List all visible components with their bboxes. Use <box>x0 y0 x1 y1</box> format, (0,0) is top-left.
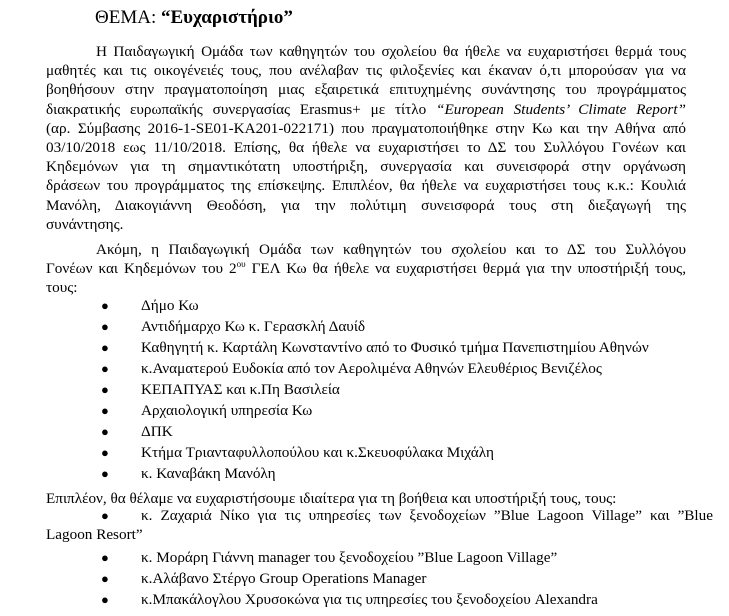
subject-prefix: ΘΕΜΑ: <box>95 7 161 28</box>
list-item <box>0 295 729 316</box>
list-item <box>0 505 729 547</box>
list-item <box>0 358 729 379</box>
paragraph-line-text: διακρατικής ευρωπαϊκής συνεργασίας Erasmus+ με τίτλο <box>46 100 437 118</box>
paragraph-line: Ακόμη, η Παιδαγωγική Ομάδα των καθηγητών του σχολείου και το ΔΣ του Συλλόγου <box>96 241 686 258</box>
supporters-list <box>0 295 729 484</box>
bullet-icon: ● <box>101 424 109 439</box>
list-item <box>0 589 729 610</box>
list-item-text: Αντιδήμαρχο Κω κ. Γερασκλή Δαυίδ <box>141 318 366 335</box>
paragraph-thanks-intro <box>46 42 686 234</box>
special-thanks-list <box>0 505 729 610</box>
paragraph-line: (αρ. Σύμβασης 2016-1-SE01-KA201-022171) που πραγματοποιήθηκε στην Κω και την Αθήνα από <box>46 119 686 137</box>
subject-line <box>95 6 293 30</box>
bullet-icon: ● <box>101 508 109 523</box>
bullet-icon: ● <box>101 361 109 376</box>
bullet-icon: ● <box>101 340 109 355</box>
paragraph-line: 03/10/2018 εως 11/10/2018. Επίσης, θα ήθελε να ευχαριστήσει το ΔΣ του Συλλόγου Γονέων και <box>46 138 686 156</box>
bullet-icon: ● <box>101 466 109 481</box>
list-item-text: Αρχαιολογική υπηρεσία Κω <box>141 402 313 419</box>
project-title: “European Students’ Climate Report” <box>436 100 687 118</box>
paragraph-line <box>46 100 686 119</box>
subject-title: “Ευχαριστήριο” <box>160 7 293 28</box>
list-item <box>0 379 729 400</box>
list-item-text: Κτήμα Τριανταφυλλοπούλου και κ.Σκευοφύλακα Μιχάλη <box>141 444 494 461</box>
paragraph-thanks-support <box>46 240 686 298</box>
paragraph-line: Επιπλέον, θα θέλαμε να ευχαριστήσουμε ιδιαίτερα για τη βοήθεια και υποστήριξή τους, τους: <box>46 490 617 507</box>
paragraph-line: συνάντησης. <box>46 215 124 233</box>
list-item-text: Καθηγητή κ. Καρτάλη Κωνσταντίνο από το Φυσικό τμήμα Πανεπιστημίου Αθηνών <box>141 339 649 356</box>
list-item-continuation: Lagoon Resort” <box>46 526 143 543</box>
bullet-icon: ● <box>101 403 109 418</box>
list-item <box>0 568 729 589</box>
list-item-text: Δήμο Κω <box>141 297 199 314</box>
paragraph-line: Κηδεμόνων για τη σημαντικότατη υποστήριξη, συνεργασία και συνεισφορά στην οργάνωση <box>46 158 686 176</box>
list-item-text: ΚΕΠΑΠΥΑΣ και κ.Πη Βασιλεία <box>141 381 340 398</box>
bullet-icon: ● <box>101 445 109 460</box>
list-item <box>0 547 729 568</box>
list-item-text: κ.Μπακάλογλου Χρυσοκώνα για τις υπηρεσίες του ξενοδοχείου Alexandra <box>141 591 598 608</box>
list-item <box>0 421 729 442</box>
ordinal-superscript: ου <box>236 259 246 270</box>
bullet-icon: ● <box>101 382 109 397</box>
list-item-text: κ. Ζαχαριά Νίκο για τις υπηρεσίες των ξενοδοχείων ”Blue Lagoon Village” και ”Blue <box>141 507 713 524</box>
bullet-icon: ● <box>101 319 109 334</box>
paragraph-line: τους: <box>46 279 78 297</box>
list-item-text: κ. Καναβάκη Μανόλη <box>141 465 276 482</box>
list-item-text: ΔΠΚ <box>141 423 173 440</box>
list-item <box>0 463 729 484</box>
bullet-icon: ● <box>101 298 109 313</box>
paragraph-line: βοηθήσουν στην πραγματοποίηση μιας εξαιρετικά επιτυχημένης συνάντησης του προγράμματος <box>46 81 686 99</box>
paragraph-line: Η Παιδαγωγική Ομάδα των καθηγητών του σχολείου θα ήθελε να ευχαριστήσει θερμά τους <box>96 43 686 60</box>
list-item <box>0 316 729 337</box>
paragraph-line-text: Γονέων και Κηδεμόνων του 2 <box>46 260 237 278</box>
paragraph-line <box>46 259 686 278</box>
paragraph-line: Μανόλη, Διακογιάννη Θεοδόση, για την πολύτιμη συνεισφορά τους στη διεξαγωγή της <box>46 196 686 214</box>
paragraph-line-text: ΓΕΛ Κω θα ήθελε να ευχαριστήσει θερμά για την υποστήριξή τους, <box>245 260 686 278</box>
list-item <box>0 337 729 358</box>
paragraph-line: μαθητές και τις οικογένειές τους, που ανέλαβαν τις φιλοξενίες και έκαναν ό,τι μπορούσαν για να <box>46 62 686 80</box>
list-item-text: κ.Αναματερού Ευδοκία από τον Αερολιμένα Αθηνών Ελευθέριος Βενιζέλος <box>141 360 602 377</box>
bullet-icon: ● <box>101 592 109 607</box>
paragraph-line: δράσεων του προγράμματος της επίσκεψης. Επιπλέον, θα ήθελε να ευχαριστήσει τους κ.κ.: Κουλιά <box>46 177 686 195</box>
list-item <box>0 442 729 463</box>
list-item <box>0 400 729 421</box>
bullet-icon: ● <box>101 571 109 586</box>
bullet-icon: ● <box>101 550 109 565</box>
list-item-text: κ.Αλάβανο Στέργο Group Operations Manager <box>141 570 427 587</box>
list-item-text: κ. Μοράρη Γιάννη manager του ξενοδοχείου ”Blue Lagoon Village” <box>141 549 558 566</box>
